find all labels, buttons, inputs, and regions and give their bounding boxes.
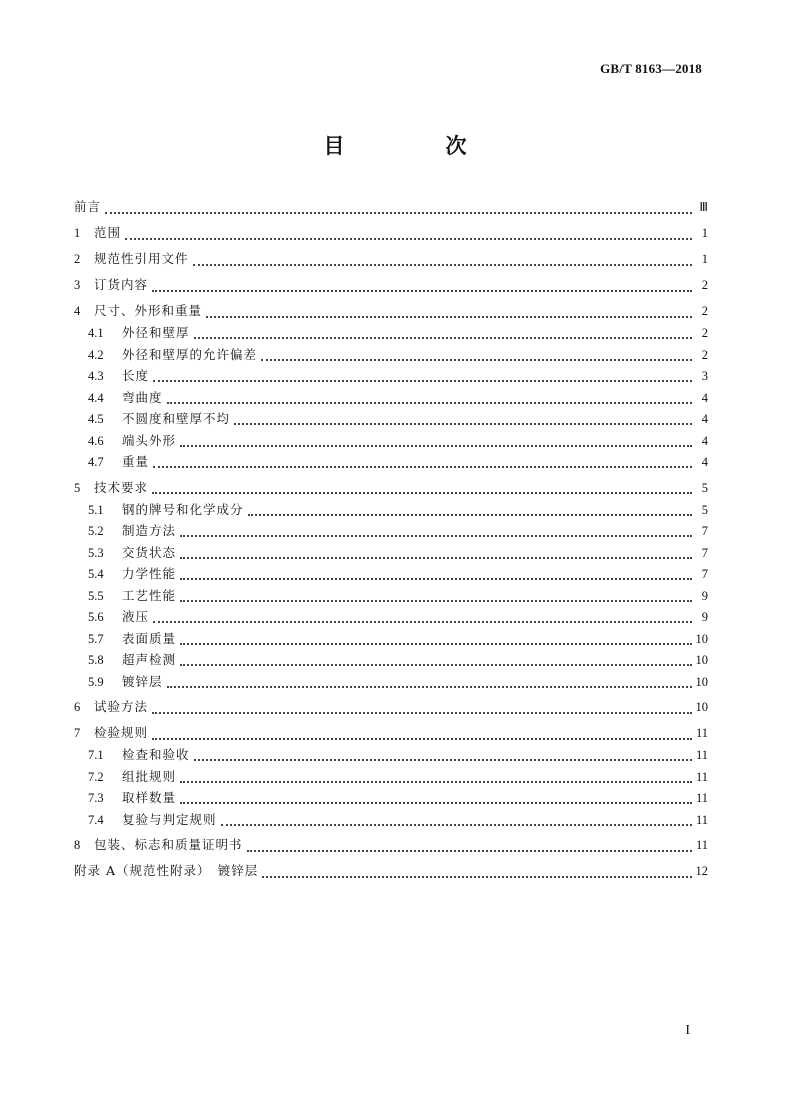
dot-leader bbox=[167, 685, 692, 688]
toc-entry-number: 5.6 bbox=[88, 610, 104, 624]
toc-entry-label: 尺寸、外形和重量 bbox=[94, 303, 203, 318]
toc-entry-number: 7.4 bbox=[88, 812, 104, 827]
toc-entry[interactable] bbox=[74, 724, 708, 746]
toc-entry[interactable] bbox=[74, 698, 708, 720]
toc-entry[interactable] bbox=[74, 479, 708, 501]
toc-entry-page: 1 bbox=[701, 252, 708, 266]
toc-entry-page: 11 bbox=[695, 838, 708, 852]
toc-entry-page: 5 bbox=[701, 480, 708, 495]
toc-entry[interactable] bbox=[74, 198, 708, 220]
toc-entry-page: 9 bbox=[701, 588, 708, 603]
toc-entry-number: 5.7 bbox=[88, 631, 104, 646]
toc-entry-label: 镀锌层 bbox=[122, 673, 163, 689]
toc-entry-label: 交货状态 bbox=[122, 544, 177, 560]
toc-entry-label: 附录 A（规范性附录） 镀锌层 bbox=[74, 863, 259, 878]
toc-entry[interactable] bbox=[74, 651, 708, 673]
toc-entry-number: 4.6 bbox=[88, 433, 104, 448]
toc-entry[interactable] bbox=[74, 789, 708, 811]
toc-entry-page: 10 bbox=[695, 700, 708, 714]
dot-leader bbox=[180, 801, 692, 804]
dot-leader bbox=[152, 491, 692, 494]
toc-entry-number: 4.5 bbox=[88, 412, 104, 426]
dot-leader bbox=[261, 358, 692, 361]
toc-entry[interactable] bbox=[74, 389, 708, 411]
dot-leader bbox=[105, 211, 692, 214]
toc-entry-page: 3 bbox=[701, 369, 708, 383]
toc-entry-label: 订货内容 bbox=[94, 277, 149, 292]
toc-entry-label: 前言 bbox=[74, 199, 102, 214]
toc-entry[interactable] bbox=[74, 432, 708, 454]
dot-leader bbox=[152, 711, 691, 714]
toc-entry[interactable] bbox=[74, 746, 708, 768]
toc-entry[interactable] bbox=[74, 346, 708, 368]
toc-entry-page: 10 bbox=[695, 653, 708, 667]
toc-entry-number: 7.1 bbox=[88, 748, 104, 762]
toc-entry-page: 4 bbox=[701, 412, 708, 426]
toc-entry-label: 外径和壁厚 bbox=[122, 325, 190, 340]
toc-entry-number: 5.1 bbox=[88, 502, 104, 517]
toc-entry-page: 11 bbox=[695, 812, 708, 827]
toc-entry-label: 不圆度和壁厚不均 bbox=[122, 411, 231, 426]
toc-entry-label: 检验规则 bbox=[94, 725, 149, 740]
toc-entry-label: 技术要求 bbox=[94, 479, 149, 495]
toc-entry-number: 6 bbox=[74, 700, 81, 714]
toc-entry-label: 表面质量 bbox=[122, 630, 177, 646]
dot-leader bbox=[193, 263, 692, 266]
toc-entry[interactable] bbox=[74, 302, 708, 324]
toc-entry-page: 4 bbox=[701, 455, 708, 469]
dot-leader bbox=[180, 663, 691, 666]
toc-entry-label: 工艺性能 bbox=[122, 587, 177, 603]
toc-entry-label: 组批规则 bbox=[122, 768, 177, 784]
toc-entry-page: 7 bbox=[701, 545, 708, 560]
toc-entry[interactable] bbox=[74, 768, 708, 790]
toc-entry-label: 取样数量 bbox=[122, 790, 177, 805]
toc-entry[interactable] bbox=[74, 565, 708, 587]
toc-entry-page: 4 bbox=[701, 433, 708, 448]
toc-entry-label: 复验与判定规则 bbox=[122, 811, 217, 827]
toc-entry[interactable] bbox=[74, 453, 708, 475]
toc-entry-number: 7.3 bbox=[88, 791, 104, 805]
toc-entry-label: 试验方法 bbox=[94, 699, 149, 714]
toc-entry-page: 4 bbox=[701, 390, 708, 405]
toc-entry-label: 范围 bbox=[94, 225, 122, 240]
page-number: I bbox=[685, 1023, 690, 1038]
toc-entry-page: 7 bbox=[701, 567, 708, 581]
toc-entry-page: 7 bbox=[701, 524, 708, 538]
dot-leader bbox=[180, 556, 692, 559]
dot-leader bbox=[180, 642, 691, 645]
toc-entry-number: 3 bbox=[74, 278, 81, 292]
toc-entry-number: 7 bbox=[74, 726, 81, 740]
toc-entry-label: 重量 bbox=[122, 454, 150, 469]
toc-entry-page: 10 bbox=[695, 631, 708, 646]
dot-leader bbox=[206, 315, 692, 318]
toc-entry[interactable] bbox=[74, 250, 708, 272]
toc-entry-page: 2 bbox=[701, 278, 708, 292]
toc-entry-number: 4 bbox=[74, 304, 81, 318]
toc-entry-label: 液压 bbox=[122, 609, 150, 624]
toc-entry-label: 外径和壁厚的允许偏差 bbox=[122, 346, 258, 362]
toc-entry-page: 2 bbox=[701, 304, 708, 318]
toc-entry[interactable] bbox=[74, 630, 708, 652]
toc-entry-page: 2 bbox=[701, 326, 708, 340]
toc-entry-page: 11 bbox=[695, 769, 708, 784]
toc-entry-label: 端头外形 bbox=[122, 432, 177, 448]
toc-entry[interactable] bbox=[74, 501, 708, 523]
standard-code: GB/T 8163—2018 bbox=[600, 61, 702, 76]
dot-leader bbox=[125, 237, 692, 240]
toc-entry-number: 4.2 bbox=[88, 347, 104, 362]
dot-leader bbox=[152, 289, 692, 292]
toc-entry[interactable] bbox=[74, 836, 708, 858]
toc-entry-number: 4.1 bbox=[88, 326, 104, 340]
toc-entry-number: 4.7 bbox=[88, 455, 104, 469]
toc-entry-number: 4.4 bbox=[88, 390, 104, 405]
toc-entry-label: 弯曲度 bbox=[122, 389, 163, 405]
toc-entry-label: 规范性引用文件 bbox=[94, 251, 189, 266]
toc-entry-label: 长度 bbox=[122, 368, 150, 383]
dot-leader bbox=[248, 513, 692, 516]
toc-entry-number: 5 bbox=[74, 480, 81, 495]
toc-entry[interactable] bbox=[74, 276, 708, 298]
toc-entry-label: 力学性能 bbox=[122, 566, 177, 581]
toc-entry-label: 超声检测 bbox=[122, 652, 177, 667]
page-title: 目 次 bbox=[323, 133, 507, 158]
toc-entry-number: 1 bbox=[74, 226, 81, 240]
toc-entry[interactable] bbox=[74, 811, 708, 833]
toc-entry-number: 5.4 bbox=[88, 567, 104, 581]
dot-leader bbox=[180, 444, 692, 447]
toc-entry-number: 7.2 bbox=[88, 769, 104, 784]
toc-entry-number: 5.8 bbox=[88, 653, 104, 667]
dot-leader bbox=[153, 620, 692, 623]
toc-entry[interactable] bbox=[74, 673, 708, 695]
dot-leader bbox=[180, 780, 692, 783]
toc-entry-page: 11 bbox=[695, 791, 708, 805]
toc-entry-page: 1 bbox=[701, 226, 708, 240]
toc-entry[interactable] bbox=[74, 862, 708, 884]
toc-entry-label: 包装、标志和质量证明书 bbox=[94, 837, 243, 852]
dot-leader bbox=[167, 401, 692, 404]
toc-entry[interactable] bbox=[74, 608, 708, 630]
toc-entry[interactable] bbox=[74, 587, 708, 609]
toc-entry[interactable] bbox=[74, 367, 708, 389]
toc-entry-number: 2 bbox=[74, 252, 81, 266]
toc-entry[interactable] bbox=[74, 324, 708, 346]
toc-entry-page: Ⅲ bbox=[699, 200, 708, 214]
toc-entry-page: 10 bbox=[695, 674, 708, 689]
toc-entry-label: 检查和验收 bbox=[122, 747, 190, 762]
dot-leader bbox=[194, 758, 692, 761]
toc-entry-page: 11 bbox=[695, 748, 708, 762]
toc-entry-page: 11 bbox=[695, 726, 708, 740]
dot-leader bbox=[180, 577, 692, 580]
toc-entry-page: 12 bbox=[695, 864, 708, 878]
table-of-contents bbox=[74, 198, 708, 884]
dot-leader bbox=[194, 336, 692, 339]
dot-leader bbox=[152, 737, 692, 740]
dot-leader bbox=[153, 379, 692, 382]
toc-entry[interactable] bbox=[74, 224, 708, 246]
toc-entry-number: 5.9 bbox=[88, 674, 104, 689]
dot-leader bbox=[180, 534, 692, 537]
toc-entry[interactable] bbox=[74, 544, 708, 566]
toc-entry-number: 5.3 bbox=[88, 545, 104, 560]
dot-leader bbox=[153, 465, 692, 468]
dot-leader bbox=[247, 849, 692, 852]
toc-entry-page: 2 bbox=[701, 347, 708, 362]
toc-entry-page: 5 bbox=[701, 502, 708, 517]
toc-entry-number: 8 bbox=[74, 838, 81, 852]
toc-entry-number: 5.2 bbox=[88, 524, 104, 538]
toc-entry-number: 5.5 bbox=[88, 588, 104, 603]
toc-entry[interactable] bbox=[74, 522, 708, 544]
toc-entry-label: 钢的牌号和化学成分 bbox=[122, 501, 244, 517]
dot-leader bbox=[234, 422, 692, 425]
toc-entry[interactable] bbox=[74, 410, 708, 432]
dot-leader bbox=[262, 875, 691, 878]
toc-entry-page: 9 bbox=[701, 610, 708, 624]
toc-entry-label: 制造方法 bbox=[122, 523, 177, 538]
dot-leader bbox=[221, 823, 692, 826]
toc-entry-number: 4.3 bbox=[88, 369, 104, 383]
dot-leader bbox=[180, 599, 692, 602]
